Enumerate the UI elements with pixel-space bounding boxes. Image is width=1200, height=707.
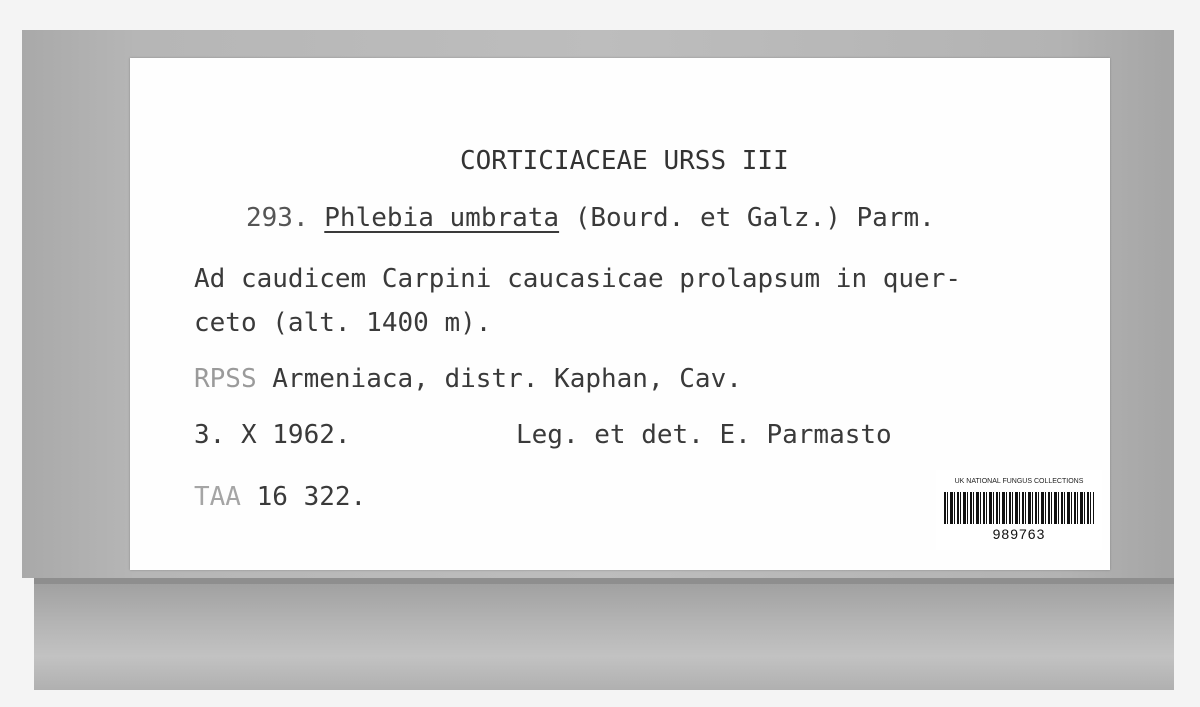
locality-prefix: RPSS [194, 364, 257, 394]
specimen-number: 16 322. [256, 482, 367, 512]
barcode-number: 989763 [992, 526, 1046, 542]
packet-flap-shadow [34, 578, 1174, 584]
locality-line [194, 364, 742, 394]
barcode-organization: UK NATIONAL FUNGUS COLLECTIONS [954, 478, 1084, 485]
barcode-sticker [936, 470, 1102, 550]
taxon-authority: (Bourd. et Galz.) Parm. [574, 203, 935, 233]
specimen-packet-flap [34, 578, 1174, 690]
taxon-name: Phlebia umbrata [324, 203, 560, 233]
collection-number: 293. [246, 203, 309, 233]
locality-text: Armeniaca, distr. Kaphan, Cav. [272, 364, 742, 394]
habitat-line-2: ceto (alt. 1400 m). [194, 308, 492, 338]
herbarium-label [130, 58, 1110, 570]
label-header: CORTICIACEAE URSS III [460, 146, 789, 176]
collection-date: 3. X 1962. [194, 420, 351, 450]
habitat-line-1: Ad caudicem Carpini caucasicae prolapsum in quer- [194, 264, 962, 294]
barcode-icon [944, 492, 1094, 524]
species-line [246, 203, 935, 233]
collector-line: Leg. et det. E. Parmasto [516, 420, 892, 450]
herbarium-code: TAA [194, 482, 241, 512]
specimen-id-line [194, 482, 366, 512]
